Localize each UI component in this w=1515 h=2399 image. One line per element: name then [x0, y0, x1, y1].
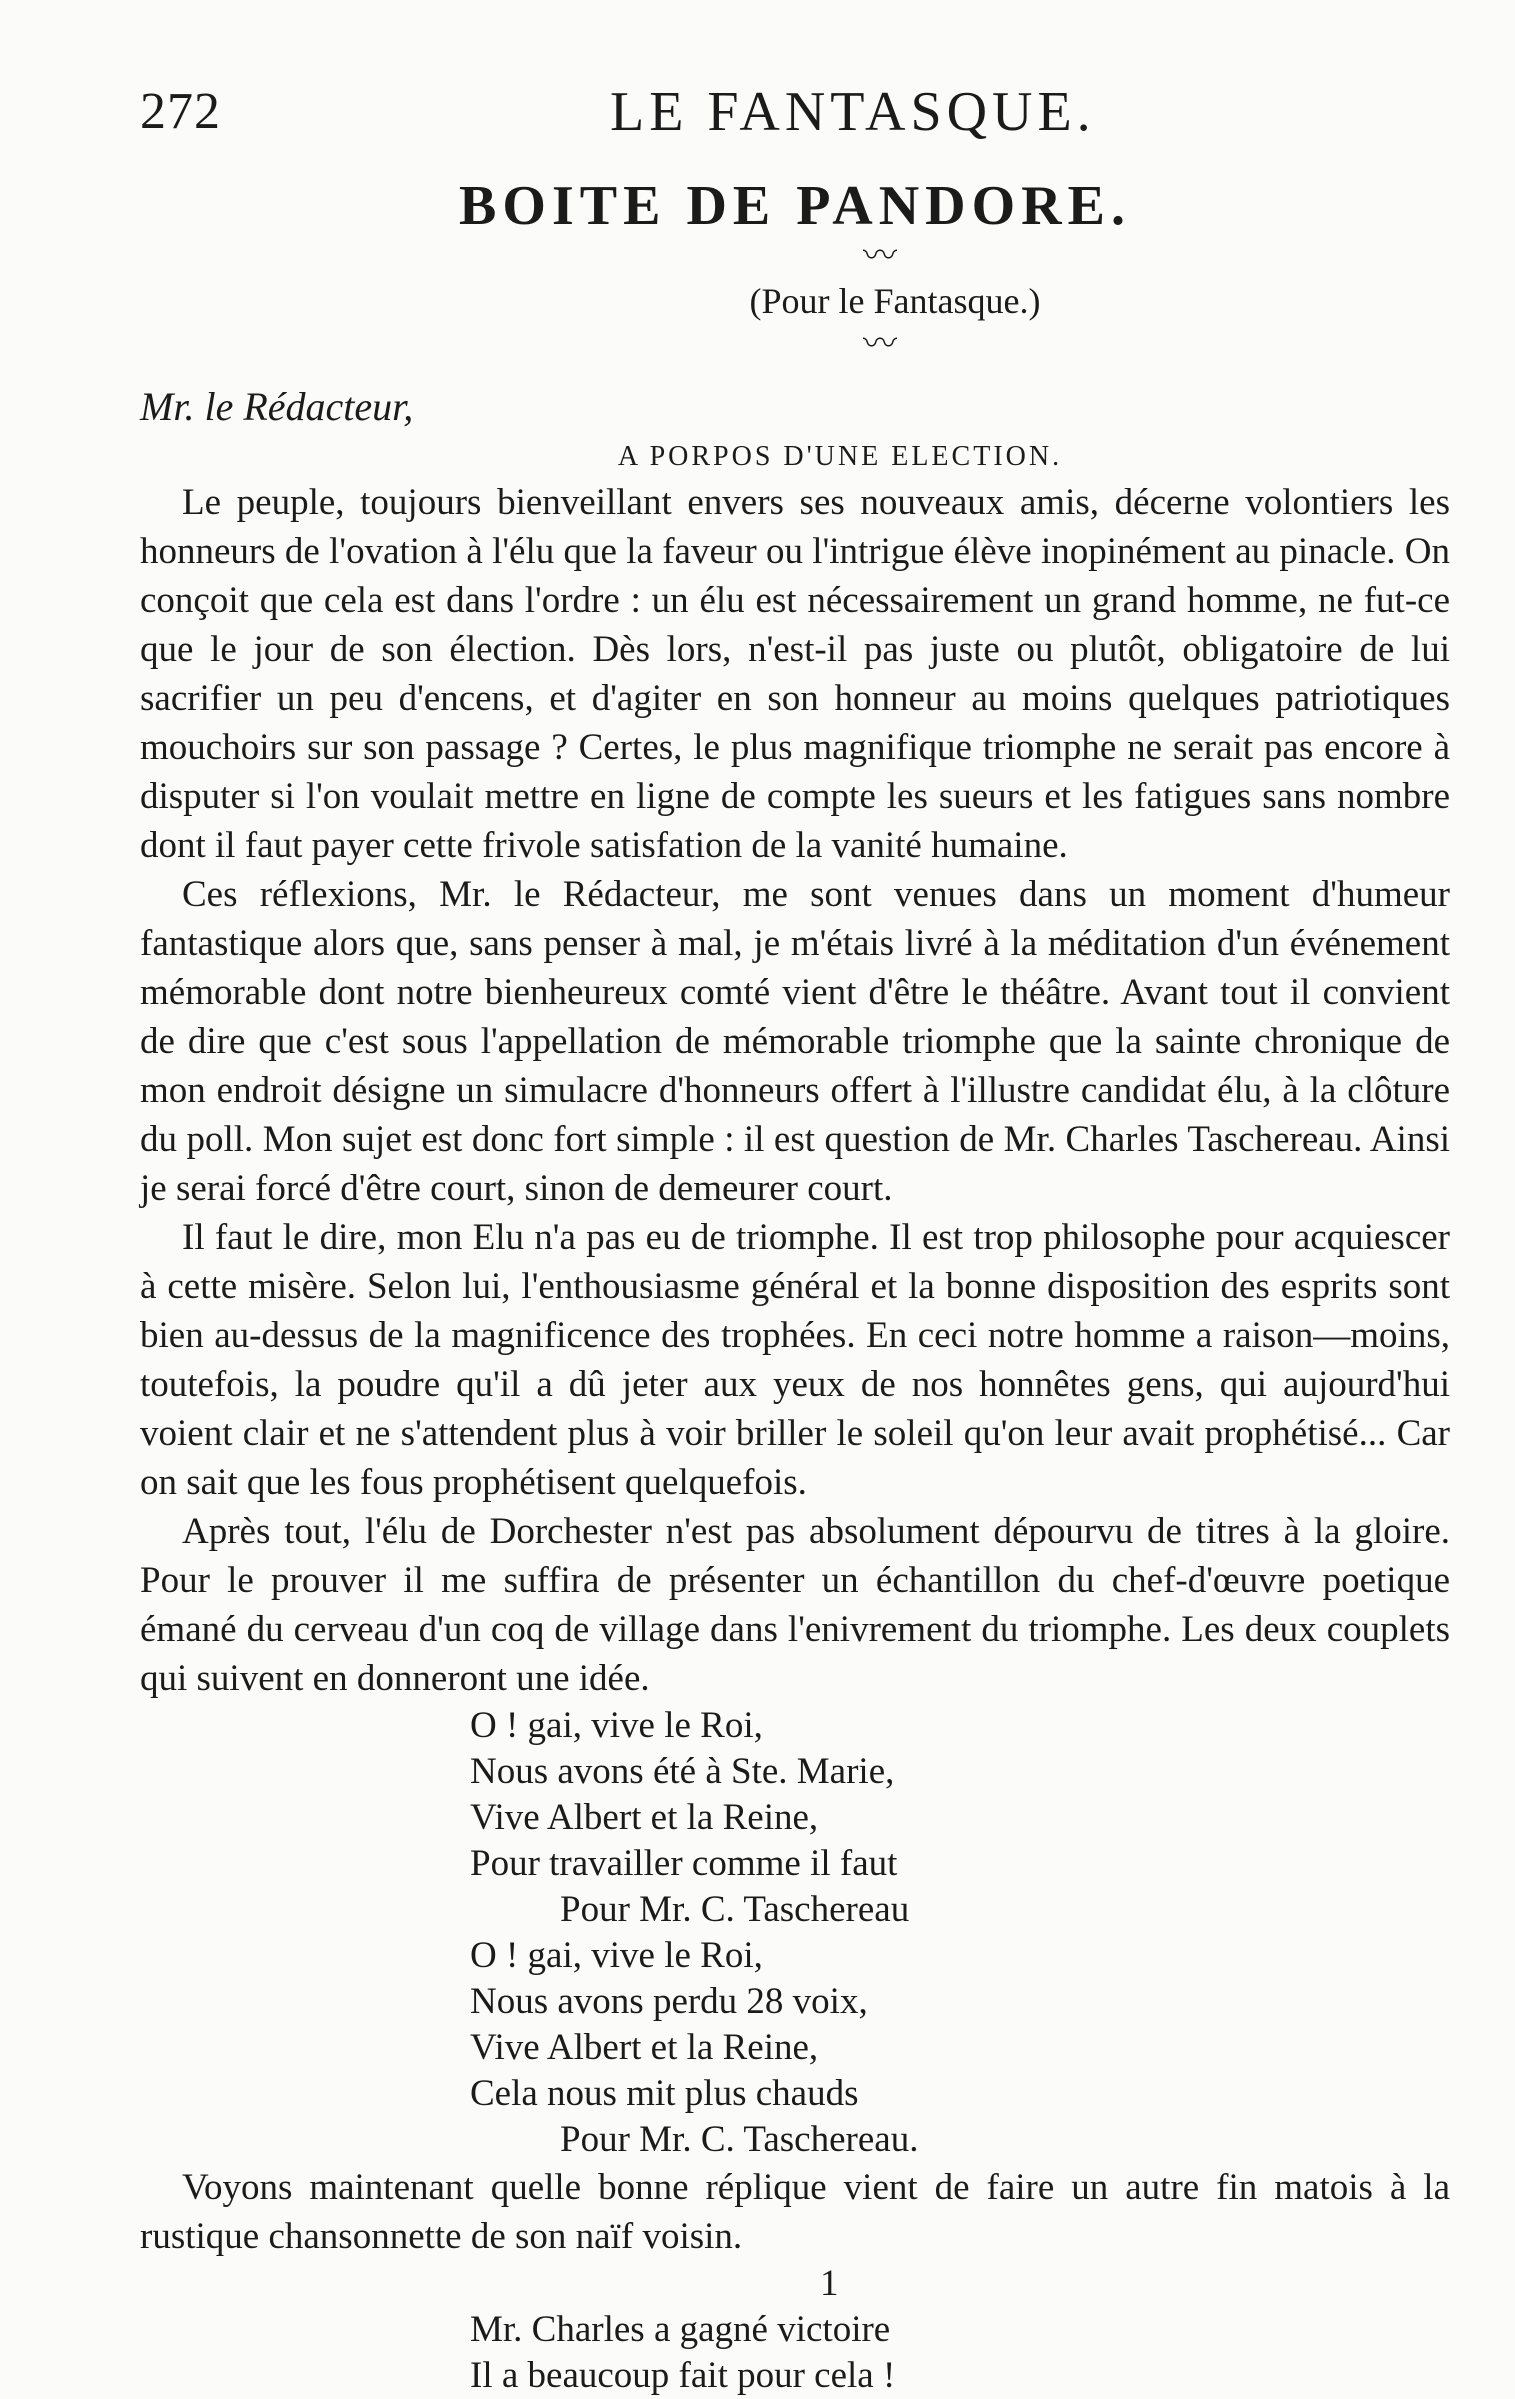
newspaper-page	[140, 70, 1450, 2399]
verse-line: Nous avons été à Ste. Marie,	[470, 1751, 895, 1792]
verse-line: Vive Albert et la Reine,	[470, 1797, 819, 1838]
verse-line: Il a beaucoup fait pour cela !	[470, 2355, 896, 2396]
article-title: BOITE DE PANDORE.	[459, 175, 1131, 237]
reply-song	[140, 2307, 1450, 2399]
song-couplets	[140, 1703, 1450, 2163]
verse-line: Pour travailler comme il faut	[470, 1843, 898, 1884]
paragraph: Après tout, l'élu de Dorchester n'est pas absolument dépourvu de titres à la gloire. Pour le prouver il me suffira de présenter un échantillon du chef-d'œuvre poetique émané du cerveau d'un coq de village dans l'enivrement du triomphe. Les deux couplets qui suivent en donneront une idée.	[140, 1511, 1450, 1699]
verse-line: O ! gai, vive le Roi,	[470, 1935, 763, 1976]
paragraph: Il faut le dire, mon Elu n'a pas eu de triomphe. Il est trop philosophe pour acquiescer à cette misère. Selon lui, l'enthousiasme général et la bonne disposition des esprits sont bien au-dessus de la magnificence des trophées. En ceci notre homme a raison—moins, toutefois, la poudre qu'il a dû jeter aux yeux de nos honnêtes gens, qui aujourd'hui voient clair et ne s'attendent plus à voir briller le soleil qu'on leur avait prophétisé... Car on sait que les fous prophétisent quelquefois.	[140, 1217, 1450, 1503]
verse-line: Pour Mr. C. Taschereau.	[560, 2119, 919, 2160]
verse-line: Nous avons perdu 28 voix,	[470, 1981, 868, 2022]
verse-line: O ! gai, vive le Roi,	[470, 1705, 763, 1746]
article-subheading: A PORPOS D'UNE ELECTION.	[617, 441, 1063, 472]
stanza-number: 1	[820, 2263, 839, 2304]
verse-line: Mr. Charles a gagné victoire	[470, 2309, 891, 2350]
page-number: 272	[140, 83, 221, 140]
salutation: Mr. le Rédacteur,	[140, 384, 414, 429]
page-header	[140, 70, 1450, 170]
closing-paragraph: Voyons maintenant quelle bonne réplique vient de faire un autre fin matois à la rustique chansonnette de son naïf voisin.	[140, 2167, 1450, 2257]
ornament-rule: 〰	[863, 238, 897, 275]
verse-line: Pour Mr. C. Taschereau	[560, 1889, 910, 1930]
article-subtitle: (Pour le Fantasque.)	[749, 281, 1041, 321]
ornament-rule: 〰	[863, 326, 897, 363]
paragraph: Le peuple, toujours bienveillant envers ses nouveaux amis, décerne volontiers les honneurs de l'ovation à l'élu que la faveur ou l'intrigue élève inopinément au pinacle. On conçoit que cela est dans l'ordre : un élu est nécessairement un grand homme, ne fut-ce que le jour de son élection. Dès lors, n'est-il pas juste ou plutôt, obligatoire de lui sacrifier un peu d'encens, et d'agiter en son honneur au moins quelques patriotiques mouchoirs sur son passage ? Certes, le plus magnifique triomphe ne serait pas encore à disputer si l'on voulait mettre en ligne de compte les sueurs et les fatigues sans nombre dont il faut payer cette frivole satisfation de la vanité humaine.	[140, 482, 1450, 866]
paragraph: Ces réflexions, Mr. le Rédacteur, me sont venues dans un moment d'humeur fantastique alors que, sans penser à mal, je m'étais livré à la méditation d'un événement mémorable dont notre bienheureux comté vient d'être le théâtre. Avant tout il convient de dire que c'est sous l'appellation de mémorable triomphe que la sainte chronique de mon endroit désigne un simulacre d'honneurs offert à l'illustre candidat élu, à la clôture du poll. Mon sujet est donc fort simple : il est question de Mr. Charles Taschereau. Ainsi je serai forcé d'être court, sinon de demeurer court.	[140, 874, 1450, 1209]
running-title: LE FANTASQUE.	[610, 81, 1096, 143]
verse-line: Cela nous mit plus chauds	[470, 2073, 859, 2114]
verse-line: Vive Albert et la Reine,	[470, 2027, 819, 2068]
